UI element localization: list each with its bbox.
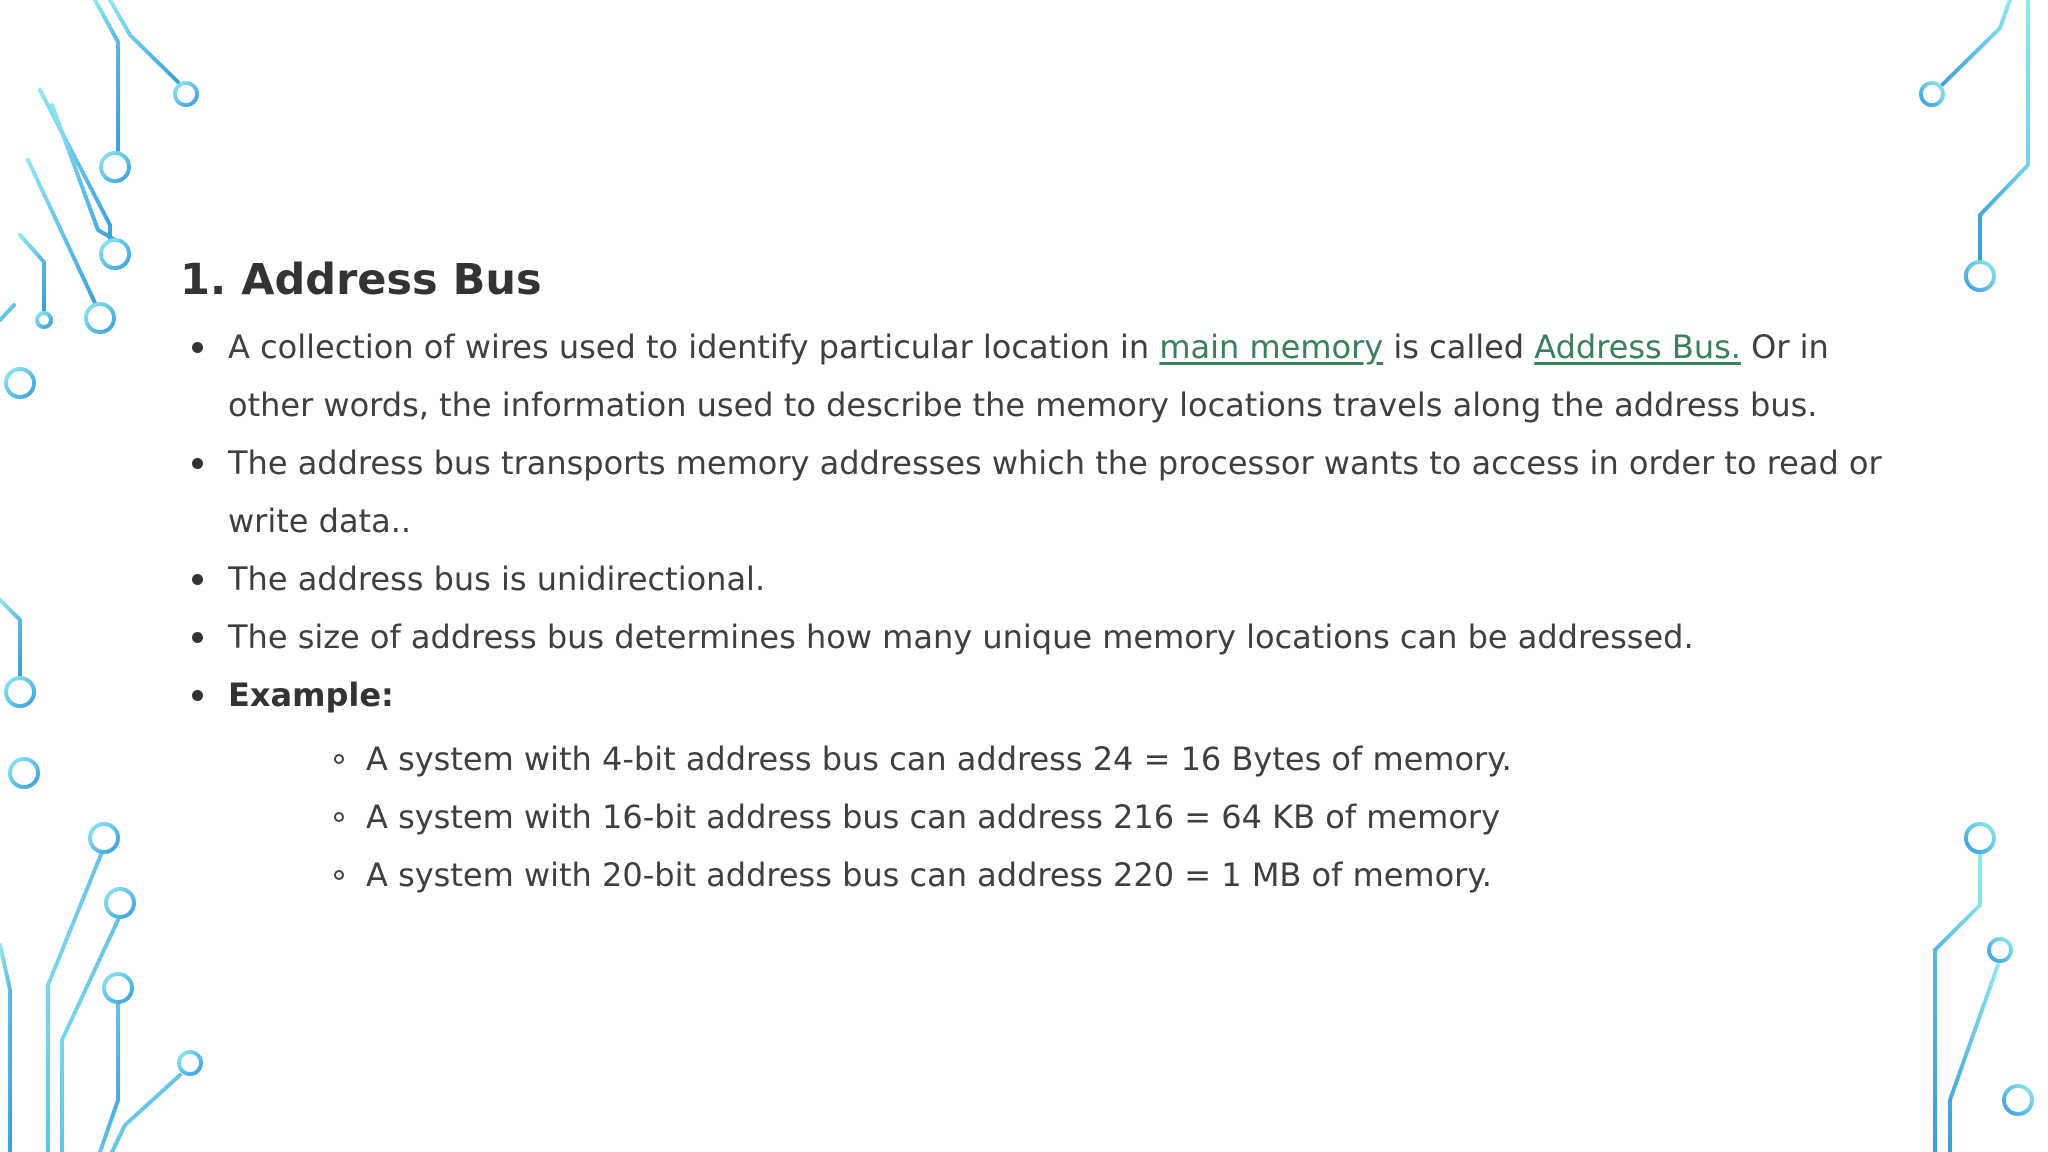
bullet-item-example — [180, 666, 1900, 904]
bullet-item-size — [180, 608, 1900, 666]
example-item-16bit: A system with 16-bit address bus can address 216 = 64 KB of memory — [328, 788, 1900, 846]
bullet-text: The address bus transports memory addresses which the processor wants to access in order to read or write data.. — [228, 444, 1882, 540]
bullet-text: The size of address bus determines how many unique memory locations can be addressed. — [228, 618, 1694, 656]
bullet-text: The address bus is unidirectional. — [228, 560, 766, 598]
slide-title: 1. Address Bus — [180, 255, 542, 305]
address-bus-link[interactable]: Address Bus. — [1534, 328, 1741, 366]
example-heading: Example: — [228, 676, 394, 714]
bullet-item-transport — [180, 434, 1900, 550]
bullet-text: Or in other words, the information used to describe the memory locations travels along the address bus. — [228, 328, 1829, 424]
bullet-text: is called — [1383, 328, 1535, 366]
example-list — [228, 730, 1900, 904]
bullet-item-unidirectional — [180, 550, 1900, 608]
example-item-20bit: A system with 20-bit address bus can address 220 = 1 MB of memory. — [328, 846, 1900, 904]
bullet-list — [180, 318, 1900, 904]
main-memory-link[interactable]: main memory — [1159, 328, 1384, 366]
bullet-item-definition — [180, 318, 1900, 434]
bullet-text: A collection of wires used to identify particular location in — [228, 328, 1160, 366]
example-item-4bit: A system with 4-bit address bus can address 24 = 16 Bytes of memory. — [328, 730, 1900, 788]
slide-content — [180, 250, 1900, 904]
